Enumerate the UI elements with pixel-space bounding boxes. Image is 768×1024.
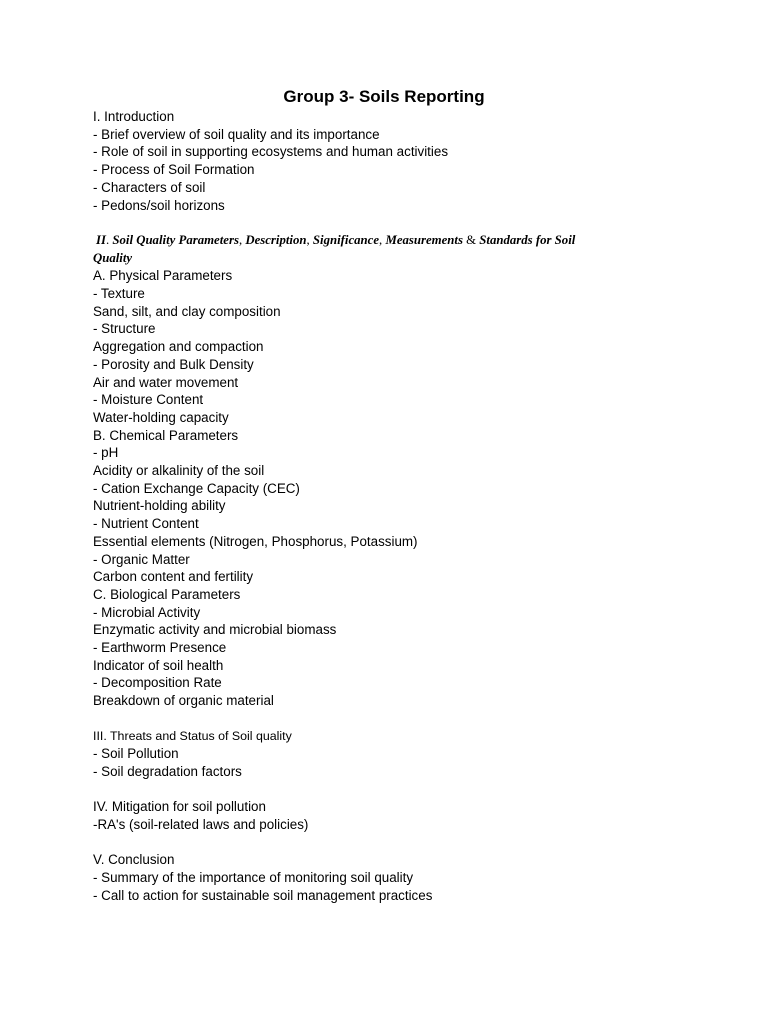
list-item: - Pedons/soil horizons [93, 197, 225, 213]
heading-part: Significance [312, 232, 380, 247]
list-item: Sand, silt, and clay composition [93, 303, 281, 319]
list-item: - pH [93, 445, 119, 461]
heading-part: Measurements [385, 232, 463, 247]
heading-separator: & [462, 232, 480, 247]
list-item: Breakdown of organic material [93, 693, 274, 709]
list-item: - Summary of the importance of monitoring soil quality [93, 870, 414, 886]
list-item: - Process of Soil Formation [93, 162, 255, 178]
list-item: - Earthworm Presence [93, 640, 227, 656]
list-item: - Role of soil in supporting ecosystems and human activities [93, 144, 449, 160]
heading-part: Soil Quality Parameters [112, 232, 239, 247]
list-item: Acidity or alkalinity of the soil [93, 463, 265, 479]
list-item: - Moisture Content [93, 392, 204, 408]
list-item: - Organic Matter [93, 551, 190, 567]
section-heading-mitigation: IV. Mitigation for soil pollution [93, 799, 266, 815]
subsection-heading-chemical: B. Chemical Parameters [93, 427, 239, 443]
spacer [93, 781, 653, 799]
spacer [93, 710, 653, 728]
list-item: Nutrient-holding ability [93, 498, 226, 514]
subsection-heading-physical: A. Physical Parameters [93, 268, 233, 284]
list-item: - Porosity and Bulk Density [93, 356, 254, 372]
list-item: - Brief overview of soil quality and its importance [93, 126, 380, 142]
document-body [93, 108, 653, 905]
list-item: - Soil degradation factors [93, 763, 242, 779]
list-item: - Microbial Activity [93, 604, 201, 620]
heading-part: Description [245, 232, 307, 247]
list-item: - Structure [93, 321, 156, 337]
section-introduction [93, 108, 653, 214]
heading-part: Standards for Soil [479, 232, 576, 247]
list-item: - Soil Pollution [93, 746, 179, 762]
heading-separator: , [238, 232, 246, 247]
list-item: Indicator of soil health [93, 657, 224, 673]
section-heading-conclusion: V. Conclusion [93, 852, 175, 868]
spacer [93, 214, 653, 232]
heading-separator: , [379, 232, 386, 247]
list-item: - Call to action for sustainable soil management practices [93, 887, 433, 903]
list-item: Aggregation and compaction [93, 339, 264, 355]
list-item: - Decomposition Rate [93, 675, 222, 691]
section-heading-parameters-line2: Quality [93, 250, 133, 265]
section-conclusion [93, 851, 653, 904]
list-item: Air and water movement [93, 374, 239, 390]
section-heading-parameters [93, 232, 653, 250]
list-item: - Cation Exchange Capacity (CEC) [93, 480, 300, 496]
heading-separator: . [105, 232, 113, 247]
list-item: Essential elements (Nitrogen, Phosphorus, Potassium) [93, 533, 418, 549]
heading-separator: , [306, 232, 313, 247]
section-heading-introduction: I. Introduction [93, 109, 175, 124]
section-parameters [93, 232, 653, 710]
list-item: - Nutrient Content [93, 516, 199, 532]
section-threats [93, 728, 653, 781]
subsection-heading-biological: C. Biological Parameters [93, 586, 241, 602]
section-mitigation [93, 798, 653, 833]
list-item: Water-holding capacity [93, 409, 229, 425]
heading-numeral: II [96, 232, 106, 247]
section-heading-threats: III. Threats and Status of Soil quality [93, 728, 292, 743]
document-title: Group 3- Soils Reporting [283, 87, 485, 106]
list-item: -RA's (soil-related laws and policies) [93, 817, 309, 833]
list-item: - Characters of soil [93, 179, 206, 195]
list-item: - Texture [93, 286, 145, 302]
spacer [93, 834, 653, 852]
list-item: Enzymatic activity and microbial biomass [93, 622, 337, 638]
list-item: Carbon content and fertility [93, 569, 254, 585]
